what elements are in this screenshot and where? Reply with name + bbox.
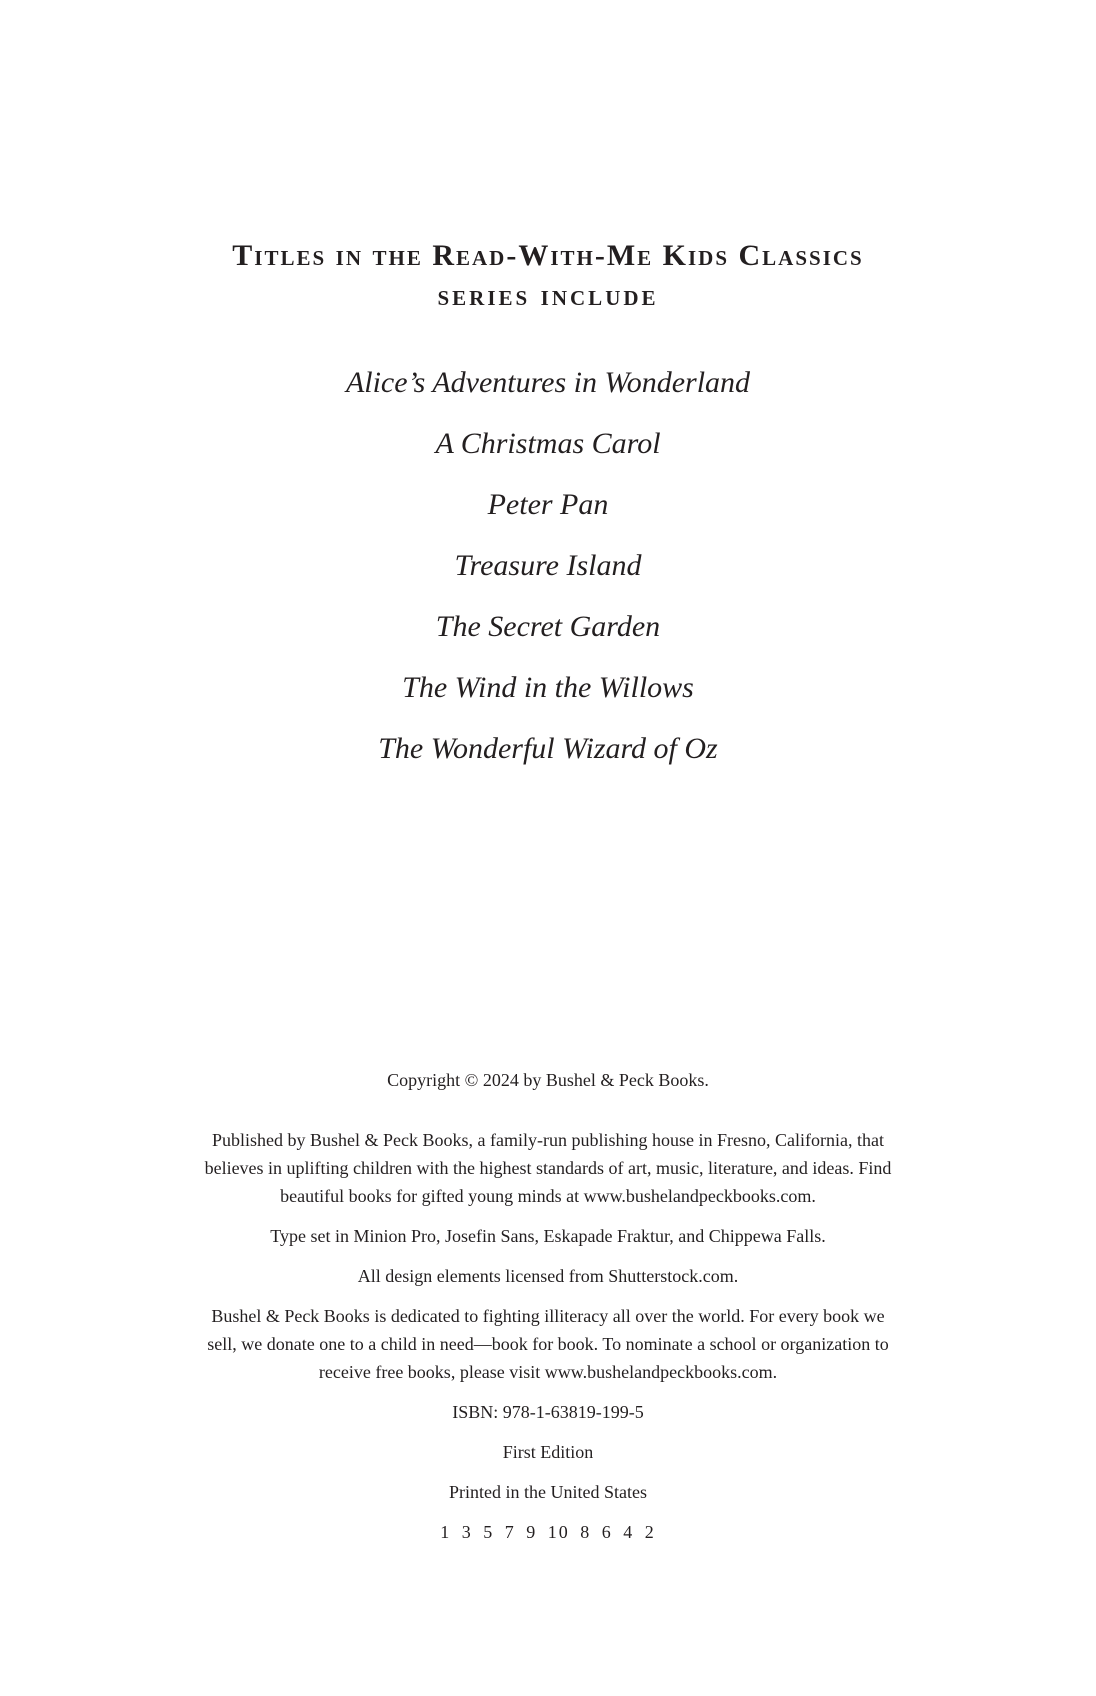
copyright-block xyxy=(200,1066,896,1558)
series-title: The Wind in the Willows xyxy=(402,671,694,704)
series-heading-line-1: Titles in the Read-With-Me Kids Classics xyxy=(232,239,864,272)
series-title: Alice’s Adventures in Wonderland xyxy=(345,366,751,399)
series-title-list xyxy=(0,352,1096,779)
printed-location: Printed in the United States xyxy=(449,1482,647,1502)
printing-number-line: 1 3 5 7 9 10 8 6 4 2 xyxy=(440,1522,656,1542)
design-license-note: All design elements licensed from Shutterstock.com. xyxy=(357,1266,739,1286)
series-title: A Christmas Carol xyxy=(435,427,661,460)
publisher-statement: Published by Bushel & Peck Books, a family-run publishing house in Fresno, California, that believes in uplifting children with the highest standards of art, music, literature, and ideas. Find beautiful books for gifted young minds at www.bushelandpeckbooks.com. xyxy=(204,1130,892,1206)
series-title: Treasure Island xyxy=(454,549,642,582)
series-title: The Secret Garden xyxy=(435,610,661,643)
series-heading-line-2: series include xyxy=(437,279,659,312)
series-heading xyxy=(0,236,1096,316)
typeset-note: Type set in Minion Pro, Josefin Sans, Eskapade Fraktur, and Chippewa Falls. xyxy=(270,1226,826,1246)
series-title: The Wonderful Wizard of Oz xyxy=(378,732,718,765)
copyright-notice: Copyright © 2024 by Bushel & Peck Books. xyxy=(387,1070,709,1090)
isbn: ISBN: 978-1-63819-199-5 xyxy=(452,1402,644,1422)
edition: First Edition xyxy=(502,1442,594,1462)
mission-statement: Bushel & Peck Books is dedicated to fighting illiteracy all over the world. For every book we sell, we donate one to a child in need—book for book. To nominate a school or organization to receive free books, please visit www.bushelandpeckbooks.com. xyxy=(207,1306,889,1382)
series-title: Peter Pan xyxy=(487,488,609,521)
